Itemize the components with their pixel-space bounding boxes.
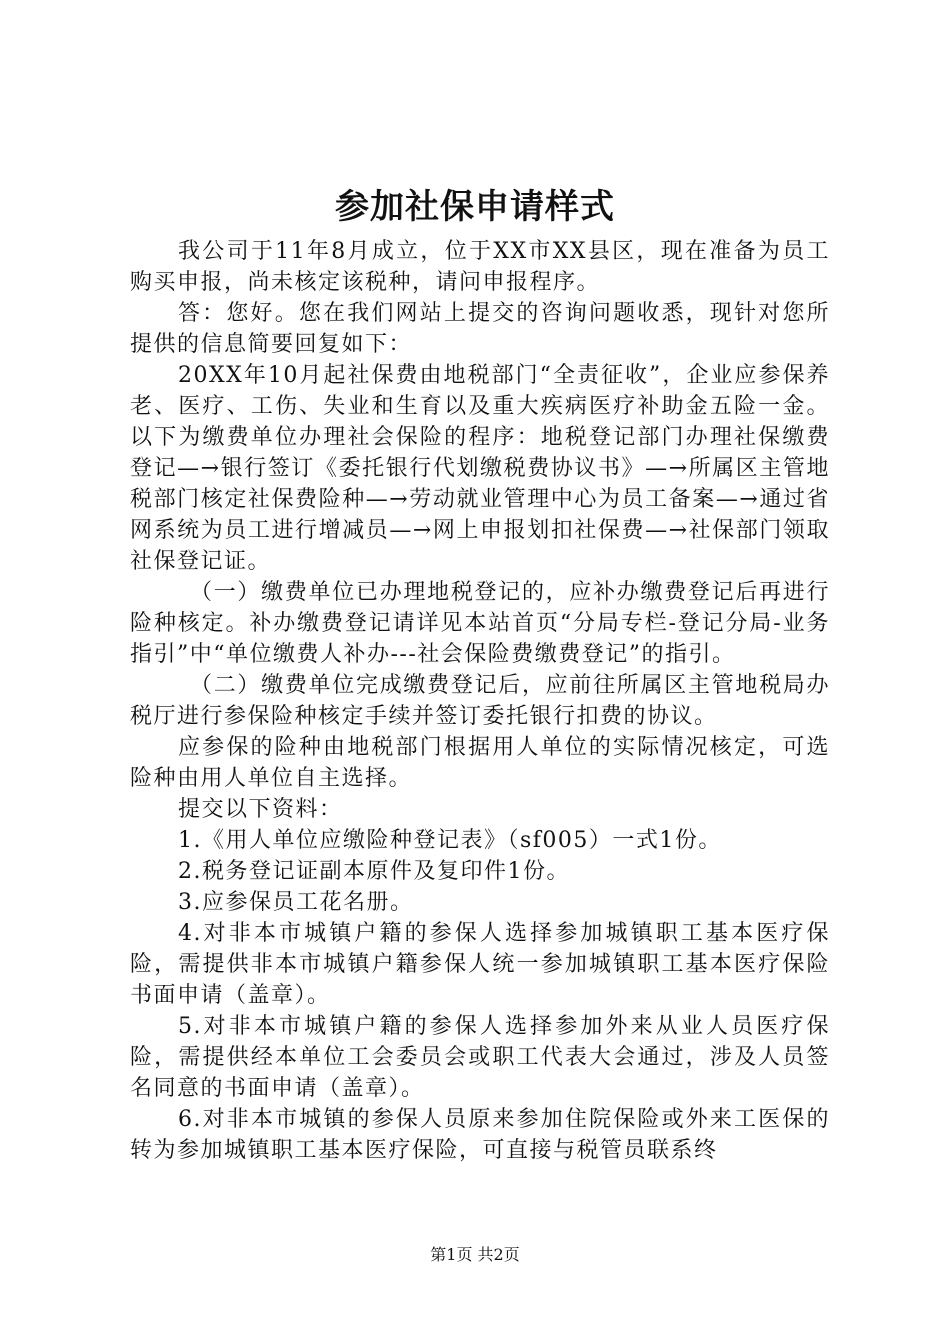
question-paragraph: 我公司于11年8月成立，位于XX市XX县区，现在准备为员工购买申报，尚未核定该税种，请问申报程序。 <box>130 239 830 295</box>
step-two-paragraph: （二）缴费单位完成缴费登记后，应前往所属区主管地税局办税厅进行参保险种核定手续并签订委托银行扣费的协议。 <box>130 673 830 729</box>
material-item-4: 4.对非本市城镇户籍的参保人选择参加城镇职工基本医疗保险，需提供非本市城镇户籍参保人统一参加城镇职工基本医疗保险书面申请（盖章）。 <box>130 921 830 1008</box>
material-item-5: 5.对非本市城镇户籍的参保人选择参加外来从业人员医疗保险，需提供经本单位工会委员会或职工代表大会通过，涉及人员签名同意的书面申请（盖章）。 <box>130 1014 830 1101</box>
material-item-2: 2.税务登记证副本原件及复印件1份。 <box>178 859 570 884</box>
answer-intro-paragraph: 答：您好。您在我们网站上提交的咨询问题收悉，现针对您所提供的信息简要回复如下： <box>130 301 830 357</box>
step-one-paragraph: （一）缴费单位已办理地税登记的，应补办缴费登记后再进行险种核定。补办缴费登记请详见本站首页“分局专栏-登记分局-业务指引”中“单位缴费人补办---社会保险费缴费登记”的指引。 <box>130 580 830 667</box>
material-item-6: 6.对非本市城镇的参保人员原来参加住院保险或外来工医保的转为参加城镇职工基本医疗保险，可直接与税管员联系终 <box>130 1107 830 1163</box>
materials-heading: 提交以下资料： <box>178 797 343 822</box>
document-body <box>130 236 830 1166</box>
document-title: 参加社保申请样式 <box>335 187 615 227</box>
page-number-footer: 第1页 共2页 <box>430 1245 520 1264</box>
procedure-paragraph: 20XX年10月起社保费由地税部门“全责征收”，企业应参保养老、医疗、工伤、失业和生育以及重大疾病医疗补助金五险一金。以下为缴费单位办理社会保险的程序：地税登记部门办理社保缴费登记—→银行签订《委托银行代划缴税费协议书》—→所属区主管地税部门核定社保费险种—→劳动就业管理中心为员工备案—→通过省网系统为员工进行增减员—→网上申报划扣社保费—→社保部门领取社保登记证。 <box>130 363 830 574</box>
insurance-type-paragraph: 应参保的险种由地税部门根据用人单位的实际情况核定，可选险种由用人单位自主选择。 <box>130 735 830 791</box>
material-item-1: 1.《用人单位应缴险种登记表》（sf005）一式1份。 <box>178 828 722 853</box>
material-item-3: 3.应参保员工花名册。 <box>178 890 414 915</box>
